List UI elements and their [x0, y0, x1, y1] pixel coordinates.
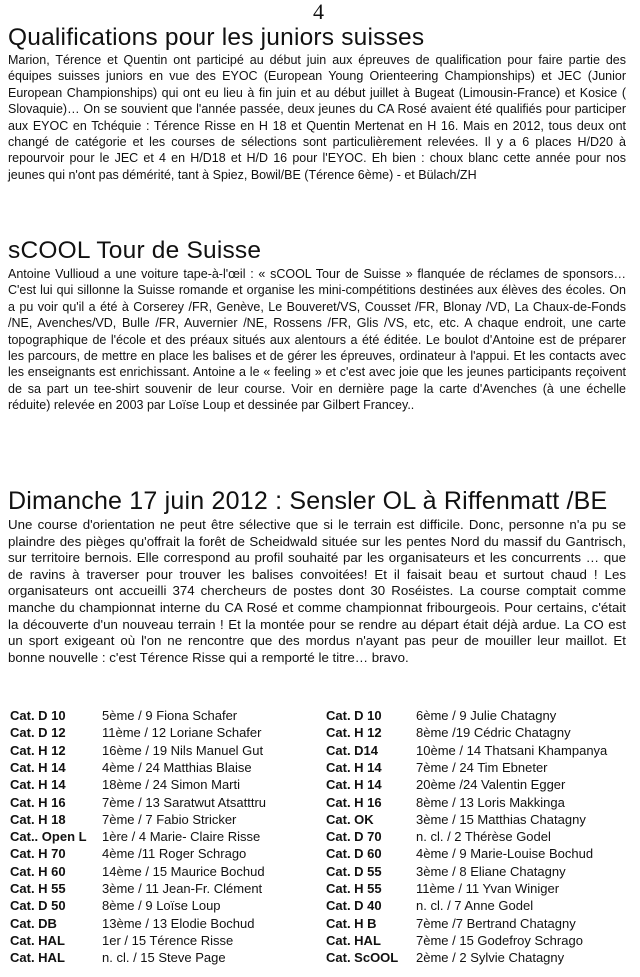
result-row: [8, 707, 628, 724]
section-body: Une course d'orientation ne peut être sélective que si le terrain est difficile. Donc, personne n'a pu se plaindre des pièges qu'offrait la forêt de Scheidwald située sur les pentes Nord du massif du Gantrisch, sur territoire bernois. Elle correspond au profil souhaité par les organisateurs et les concurrents … que de ravins à traverser pour trouver les balises convoitées! Et il faisait beau et surtout chaud ! Les organisateurs ont accueilli 374 chercheurs de postes dont 30 Roséistes. La course comptait comme manche du championnat interne du CA Rosé et comme championnat fribourgeois. Pour certains, c'était la découverte d'un nouveau terrain ! Et la montée pour se rendre au départ était déjà ardue. La CO est un sport exigeant où l'on ne rencontre que des mordus n'ayant pas peur de mouiller leur maillot. Et bonne nouvelle : c'est Térence Risse qui a remporté le titre… bravo.: [8, 517, 626, 665]
result-entry: 18ème / 24 Simon Marti: [102, 777, 241, 793]
result-category: Cat.. Open L: [10, 829, 87, 845]
result-row: [8, 811, 628, 828]
result-category: Cat. H 16: [326, 794, 382, 810]
result-entry: 5ème / 9 Fiona Schafer: [102, 708, 238, 723]
result-row: [8, 759, 628, 776]
result-category: Cat. H 60: [10, 863, 66, 879]
result-entry: 1er / 15 Térence Risse: [102, 932, 234, 948]
result-category: Cat. HAL: [10, 932, 65, 948]
result-entry: 8ème / 13 Loris Makkinga: [416, 794, 565, 810]
result-entry: 7ème / 7 Fabio Stricker: [102, 811, 237, 827]
result-entry: n. cl. / 15 Steve Page: [102, 950, 226, 966]
page-number: 4: [313, 0, 324, 24]
result-row: [8, 724, 628, 741]
result-entry: 11ème / 12 Loriane Schafer: [102, 725, 262, 741]
result-row: [8, 915, 628, 932]
result-row: [8, 776, 628, 793]
result-entry: 4ème / 9 Marie-Louise Bochud: [416, 846, 594, 862]
result-entry: 16ème / 19 Nils Manuel Gut: [102, 742, 264, 758]
result-entry: 2ème / 2 Sylvie Chatagny: [416, 950, 565, 966]
result-category: Cat. H 18: [10, 811, 66, 827]
result-category: Cat. H 16: [10, 794, 66, 810]
result-category: Cat. H 12: [10, 742, 66, 758]
result-entry: 6ème / 9 Julie Chatagny: [416, 708, 557, 723]
result-category: Cat. H 70: [10, 846, 66, 862]
result-entry: n. cl. / 2 Thérèse Godel: [416, 829, 551, 845]
result-entry: 10ème / 14 Thatsani Khampanya: [416, 742, 608, 758]
section-title: sCOOL Tour de Suisse: [8, 237, 262, 264]
result-category: Cat. D 10: [326, 708, 382, 723]
result-row: [8, 949, 628, 966]
result-category: Cat. HAL: [326, 932, 381, 948]
result-category: Cat. D14: [326, 742, 379, 758]
result-category: Cat. D 50: [10, 898, 66, 914]
result-entry: 1ère / 4 Marie- Claire Risse: [102, 829, 261, 845]
result-entry: 7ème / 13 Saratwut Atsatttru: [102, 794, 267, 810]
result-category: Cat. HAL: [10, 950, 65, 966]
result-entry: 7ème /7 Bertrand Chatagny: [416, 915, 576, 931]
result-category: Cat. H 55: [10, 881, 66, 896]
result-category: Cat. ScOOL: [326, 950, 399, 966]
result-category: Cat. H 14: [326, 777, 382, 793]
section-body: Marion, Térence et Quentin ont participé au début juin aux épreuves de qualification pour faire partie des équipes suisses juniors en vue des EYOC (European Young Orienteering Championships) et JEC (Junior European Championships) qui ont eu lieu à fin juin et au début juillet à Bugeat (Limousin-France) et Kosice ( Slovaquie)… On se souvient que l'année passée, deux jeunes du CA Rosé avaient été qualifiés pour participer aux EYOC en Tchéquie : Térence Risse en H 18 et Quentin Mertenat en H 16. Mais en 2012, tous deux ont changé de catégorie et les courses de sélections sont particulièrement relevées. Il y a 6 places H/D20 à repourvoir pour le JEC et 4 en H/D18 et H/D 16 pour l'EYOC. Eh bien : choux blanc cette année pour nos jeunes qui n'ont pas démérité, tant à Spiez, Bowil/BE (Térence 6ème) - et Bülach/ZH: [8, 53, 626, 182]
result-row: [8, 880, 628, 897]
result-row: [8, 828, 628, 845]
result-category: Cat. OK: [326, 811, 374, 827]
result-row: [8, 897, 628, 914]
result-entry: 8ème / 9 Loïse Loup: [102, 898, 221, 914]
result-category: Cat. D 70: [326, 829, 382, 845]
result-category: Cat. DB: [10, 915, 57, 931]
result-category: Cat. H 12: [326, 725, 382, 741]
result-entry: 3ème / 15 Matthias Chatagny: [416, 811, 586, 827]
result-row: [8, 742, 628, 759]
result-entry: 13ème / 13 Elodie Bochud: [102, 915, 255, 931]
result-entry: 8ème /19 Cédric Chatagny: [416, 725, 571, 741]
results-table: [8, 707, 628, 975]
section-qualifications: [8, 24, 626, 183]
section-scool-tour: [8, 236, 626, 414]
result-category: Cat. H 55: [326, 881, 382, 896]
result-row: [8, 845, 628, 862]
result-entry: 4ème / 24 Matthias Blaise: [102, 759, 252, 775]
result-row: [8, 794, 628, 811]
result-category: Cat. H 14: [10, 777, 66, 793]
result-entry: 20ème /24 Valentin Egger: [416, 777, 566, 793]
result-entry: 11ème / 11 Yvan Winiger: [416, 881, 560, 896]
section-sensler-ol: [8, 486, 626, 666]
section-title: Qualifications pour les juniors suisses: [8, 24, 425, 51]
result-category: Cat. D 12: [10, 725, 66, 741]
result-entry: 4ème /11 Roger Schrago: [102, 846, 247, 862]
result-category: Cat. D 40: [326, 898, 382, 914]
result-category: Cat. H B: [326, 915, 377, 931]
result-category: Cat. D 55: [326, 863, 382, 879]
result-entry: 14ème / 15 Maurice Bochud: [102, 863, 265, 879]
section-body: Antoine Vullioud a une voiture tape-à-l'œil : « sCOOL Tour de Suisse » flanquée de réclames de sponsors… C'est lui qui sillonne la Suisse romande et organise les mini-compétitions destinées aux élèves des écoles. On a pu voir qu'il a été à Corserey /FR, Genève, Le Bouveret/VS, Cousset /FR, Blonay /VD, La Chaux-de-Fonds /NE, Avenches/VD, Bulle /FR, Auvernier /NE, Rossens /FR, Glis /VS, etc, etc. A chaque endroit, une carte topographique de l'école et des préaux situés aux alentours a été éditée. Le boulot d'Antoine est de préparer les parcours, de mettre en place les balises et de gérer les épreuves, ordinateur à l'appui. Et les contacts avec les enseignants est enrichissant. Antoine a le « feeling » et c'est avec joie que les jeunes participants reçoivent de sa part un tee-shirt souvenir de leur course. Voir en dernière page la carte d'Avenches (à une échelle réduite) relevée en 2003 par Loïse Loup et dessinée par Gilbert Francey..: [8, 267, 626, 413]
section-title: Dimanche 17 juin 2012 : Sensler OL à Riffenmatt /BE: [8, 487, 608, 515]
result-entry: n. cl. / 7 Anne Godel: [416, 898, 534, 914]
result-entry: 3ème / 11 Jean-Fr. Clément: [102, 881, 263, 896]
result-entry: 7ème / 15 Godefroy Schrago: [416, 932, 583, 948]
result-category: Cat. H 14: [326, 759, 382, 775]
result-row: [8, 932, 628, 949]
result-category: Cat. D 10: [10, 708, 66, 723]
result-category: Cat. H 14: [10, 759, 66, 775]
result-row: [8, 863, 628, 880]
result-entry: 3ème / 8 Eliane Chatagny: [416, 863, 566, 879]
result-category: Cat. D 60: [326, 846, 382, 862]
result-entry: 7ème / 24 Tim Ebneter: [416, 759, 548, 775]
